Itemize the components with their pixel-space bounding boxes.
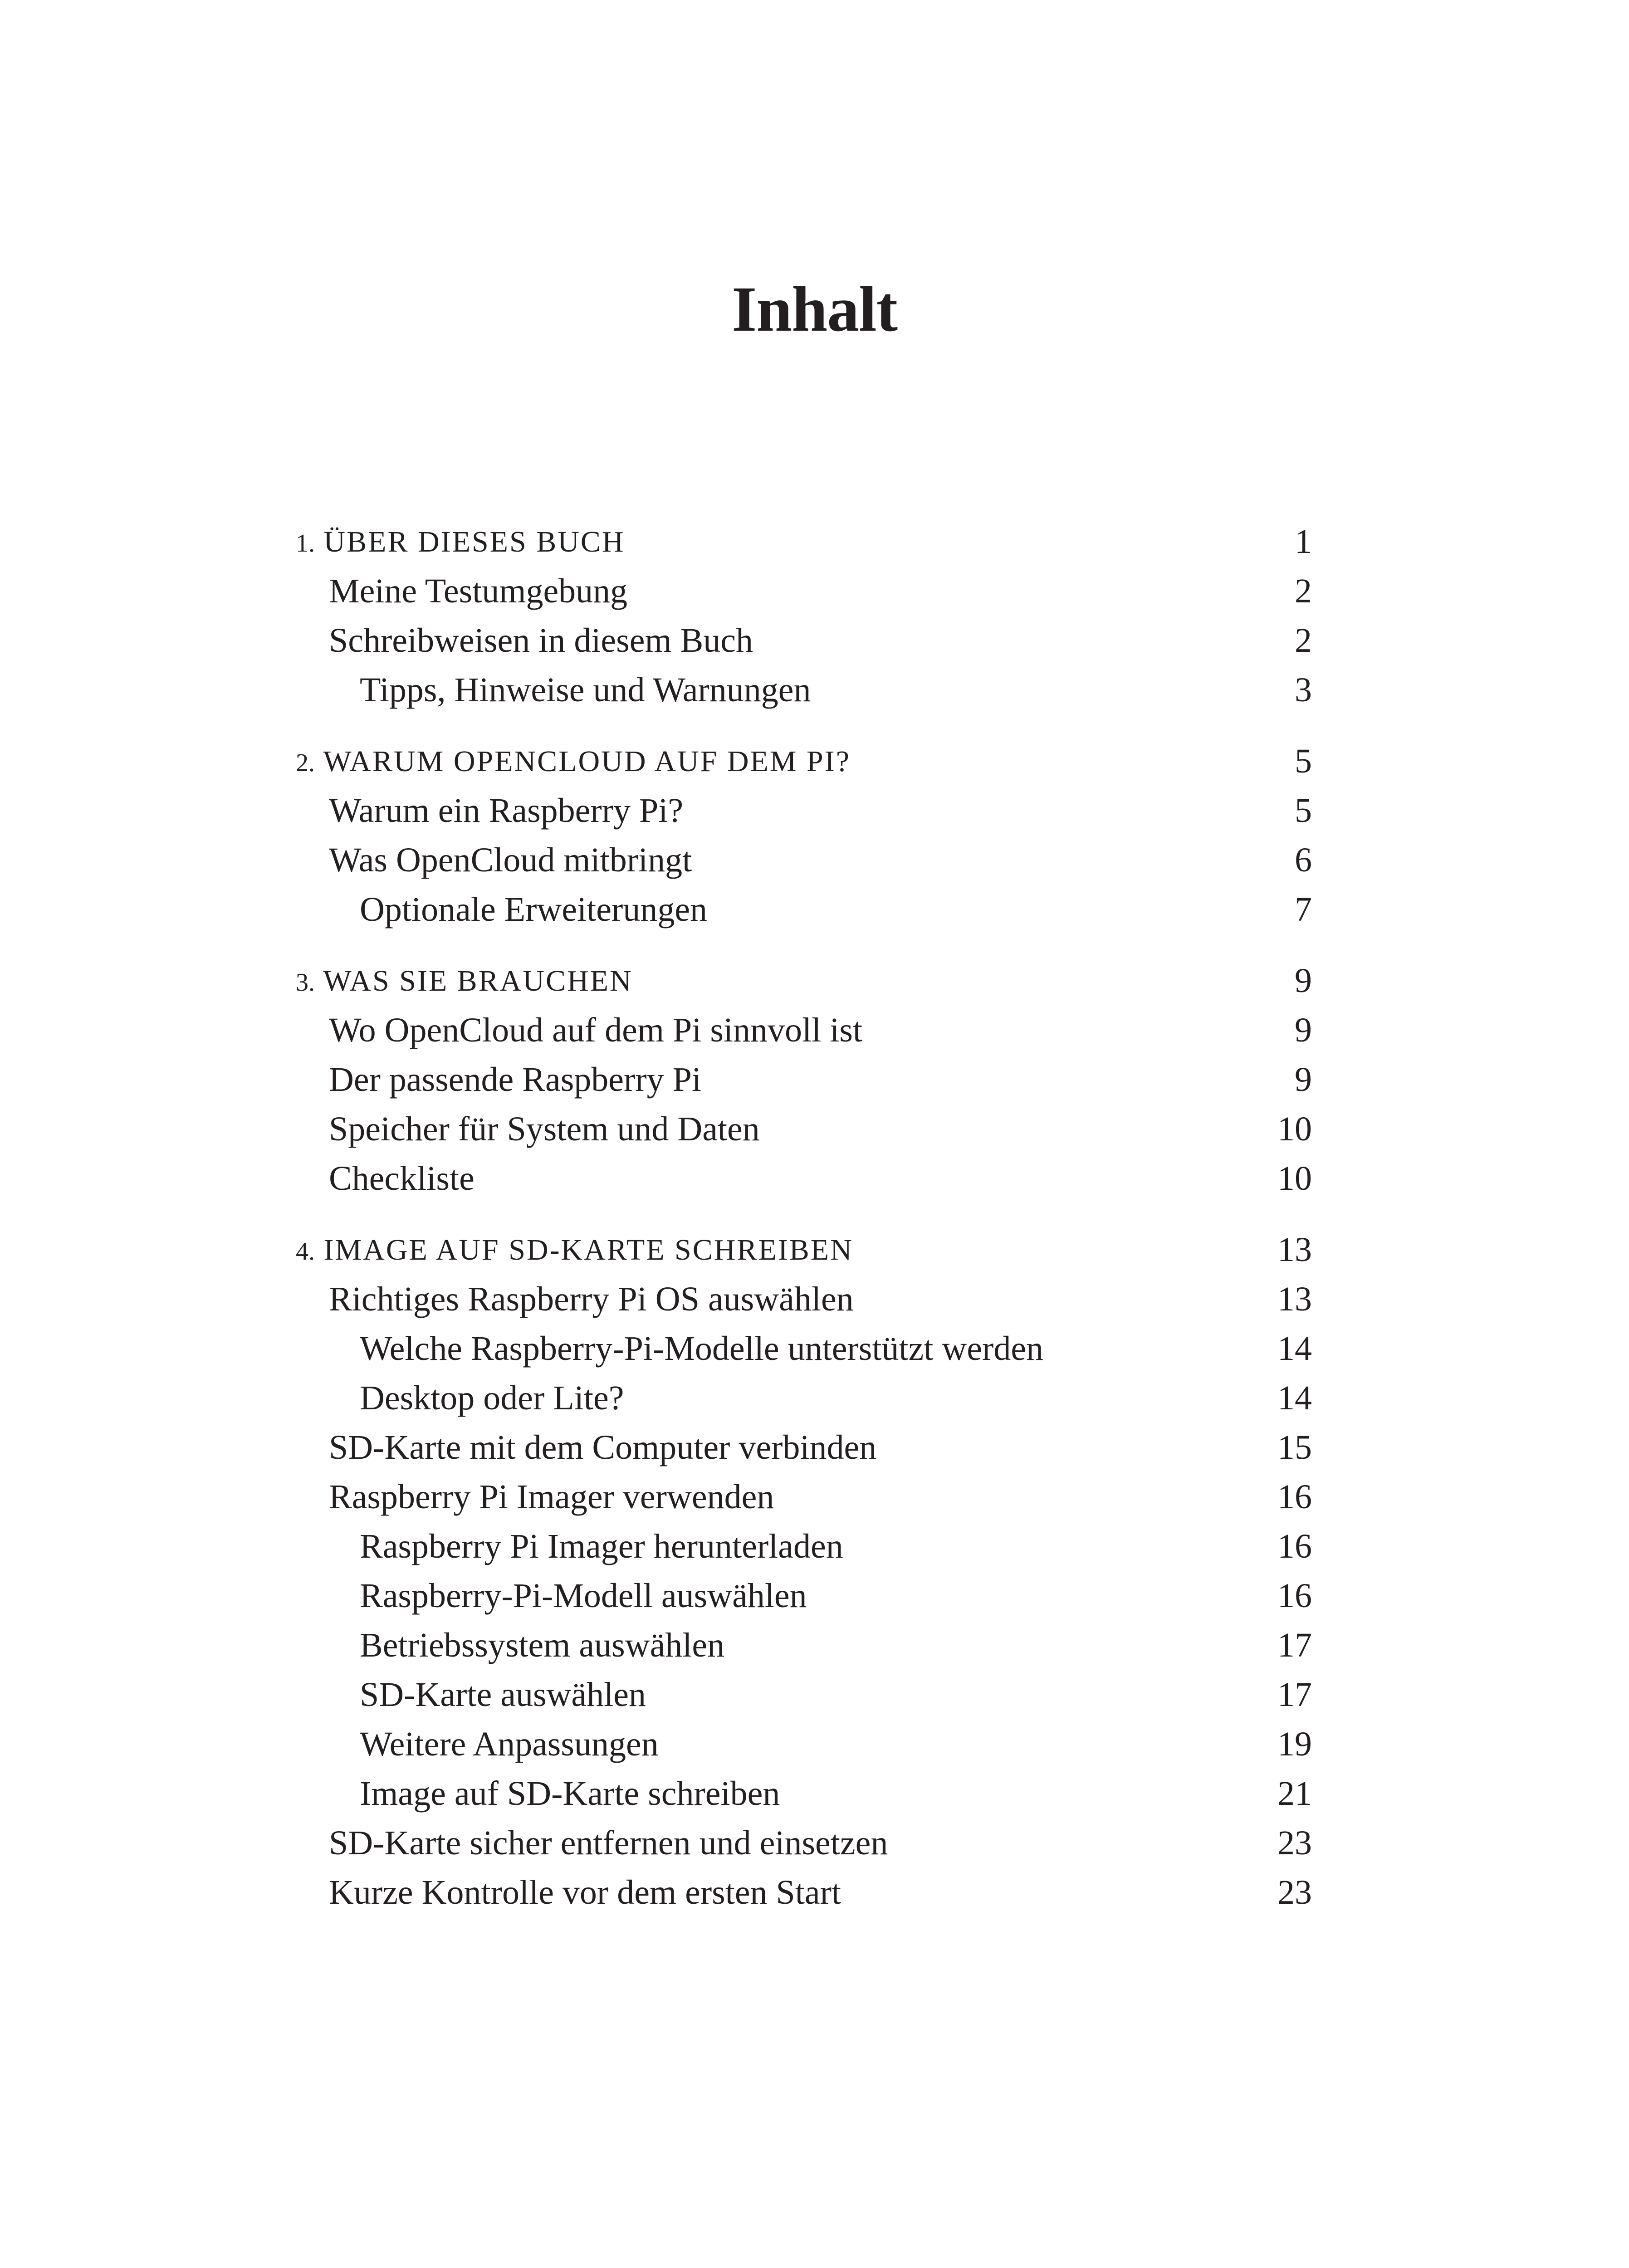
toc-entry[interactable]: [296, 1818, 1312, 1868]
toc-entry[interactable]: [296, 885, 1312, 934]
chapter-title: [296, 956, 633, 1007]
toc-entry[interactable]: [296, 1324, 1312, 1374]
toc-entry-label: SD-Karte auswählen: [360, 1676, 646, 1714]
toc-entry[interactable]: [296, 1522, 1312, 1571]
toc-entry[interactable]: [296, 836, 1312, 885]
toc-entry-page-number: 14: [1277, 1330, 1312, 1368]
toc-entry-page-number: 10: [1277, 1110, 1312, 1148]
toc-entry-label: Tipps, Hinweise und Warnungen: [360, 671, 811, 709]
toc-entry[interactable]: [296, 1670, 1312, 1720]
chapter-number: 3.: [296, 968, 315, 997]
toc-entry-label: Was OpenCloud mitbringt: [329, 841, 692, 879]
toc-entry-page-number: 16: [1277, 1577, 1312, 1615]
toc-entry[interactable]: [296, 786, 1312, 836]
chapter-page-number: 5: [1295, 742, 1312, 780]
toc-entry-page-number: 16: [1277, 1478, 1312, 1516]
toc-entry[interactable]: [296, 1275, 1312, 1324]
toc-entry-label: Speicher für System und Daten: [329, 1110, 760, 1148]
chapter-title: [296, 1225, 853, 1276]
toc-entry-page-number: 10: [1277, 1159, 1312, 1198]
toc-chapter-heading[interactable]: [296, 737, 1312, 786]
toc-entry-label: Richtiges Raspberry Pi OS auswählen: [329, 1280, 854, 1318]
toc-entry[interactable]: [296, 1472, 1312, 1522]
toc-entry-page-number: 17: [1277, 1676, 1312, 1714]
toc-entry-page-number: 14: [1277, 1379, 1312, 1417]
chapter-title-text: WAS SIE BRAUCHEN: [323, 964, 633, 997]
toc-entry-page-number: 13: [1277, 1280, 1312, 1318]
toc-chapter: [296, 956, 1312, 1203]
toc-entry-label: Image auf SD-Karte schreiben: [360, 1774, 780, 1813]
toc-entry-label: Meine Testumgebung: [329, 572, 628, 610]
toc-entry[interactable]: [296, 1374, 1312, 1423]
toc-entry-page-number: 21: [1277, 1774, 1312, 1813]
toc-entry[interactable]: [296, 1423, 1312, 1472]
toc-entry-page-number: 17: [1277, 1626, 1312, 1664]
table-of-contents: [296, 517, 1312, 1939]
toc-entry-page-number: 3: [1295, 671, 1312, 709]
toc-entry[interactable]: [296, 1769, 1312, 1818]
toc-entry-label: Welche Raspberry-Pi-Modelle unterstützt werden: [360, 1330, 1044, 1368]
toc-entry-label: Checkliste: [329, 1159, 475, 1198]
toc-entry-label: SD-Karte mit dem Computer verbinden: [329, 1428, 877, 1466]
toc-entry-label: Der passende Raspberry Pi: [329, 1061, 702, 1099]
toc-entry[interactable]: [296, 1154, 1312, 1203]
toc-entry[interactable]: [296, 665, 1312, 715]
toc-entry-page-number: 23: [1277, 1873, 1312, 1911]
toc-entry-page-number: 19: [1277, 1725, 1312, 1763]
toc-chapter-heading[interactable]: [296, 517, 1312, 567]
toc-chapter-heading[interactable]: [296, 956, 1312, 1006]
chapter-title: [296, 517, 625, 568]
toc-entry-page-number: 9: [1295, 1011, 1312, 1049]
toc-entry-page-number: 9: [1295, 1061, 1312, 1099]
toc-entry-page-number: 23: [1277, 1824, 1312, 1862]
toc-entry-label: Betriebssystem auswählen: [360, 1626, 725, 1664]
toc-chapter: [296, 1225, 1312, 1917]
toc-entry-page-number: 15: [1277, 1428, 1312, 1466]
toc-chapter-heading[interactable]: [296, 1225, 1312, 1275]
toc-entry-page-number: 6: [1295, 841, 1312, 879]
toc-entry[interactable]: [296, 616, 1312, 665]
chapter-title-text: WARUM OPENCLOUD AUF DEM PI?: [323, 745, 851, 778]
toc-entry-label: Weitere Anpassungen: [360, 1725, 659, 1763]
chapter-page-number: 13: [1277, 1231, 1312, 1269]
chapter-number: 1.: [296, 529, 315, 557]
toc-chapter: [296, 737, 1312, 934]
toc-entry[interactable]: [296, 1571, 1312, 1621]
toc-entry[interactable]: [296, 1621, 1312, 1670]
chapter-title-text: IMAGE AUF SD-KARTE SCHREIBEN: [323, 1233, 853, 1266]
toc-entry-label: Desktop oder Lite?: [360, 1379, 624, 1417]
chapter-title: [296, 737, 851, 788]
toc-entry-page-number: 2: [1295, 621, 1312, 660]
toc-entry[interactable]: [296, 1055, 1312, 1105]
toc-entry[interactable]: [296, 1720, 1312, 1769]
toc-entry-page-number: 7: [1295, 890, 1312, 929]
toc-entry-label: Kurze Kontrolle vor dem ersten Start: [329, 1873, 841, 1911]
chapter-number: 4.: [296, 1237, 315, 1266]
toc-entry-label: Raspberry Pi Imager verwenden: [329, 1478, 774, 1516]
toc-entry-page-number: 2: [1295, 572, 1312, 610]
chapter-page-number: 9: [1295, 962, 1312, 1000]
toc-entry-label: Optionale Erweiterungen: [360, 890, 708, 929]
toc-entry-label: Raspberry Pi Imager herunterladen: [360, 1527, 843, 1565]
toc-entry[interactable]: [296, 1868, 1312, 1917]
toc-chapter: [296, 517, 1312, 715]
toc-entry-label: Raspberry-Pi-Modell auswählen: [360, 1577, 807, 1615]
toc-entry[interactable]: [296, 1105, 1312, 1154]
toc-entry-label: Schreibweisen in diesem Buch: [329, 621, 753, 660]
chapter-number: 2.: [296, 749, 315, 777]
chapter-page-number: 1: [1295, 523, 1312, 561]
toc-entry-page-number: 5: [1295, 792, 1312, 830]
page-title: Inhalt: [732, 273, 897, 345]
toc-entry-label: Warum ein Raspberry Pi?: [329, 792, 684, 830]
chapter-title-text: ÜBER DIESES BUCH: [323, 525, 625, 558]
toc-entry-label: SD-Karte sicher entfernen und einsetzen: [329, 1824, 888, 1862]
toc-entry[interactable]: [296, 567, 1312, 616]
toc-entry-label: Wo OpenCloud auf dem Pi sinnvoll ist: [329, 1011, 863, 1049]
toc-entry-page-number: 16: [1277, 1527, 1312, 1565]
toc-entry[interactable]: [296, 1006, 1312, 1055]
